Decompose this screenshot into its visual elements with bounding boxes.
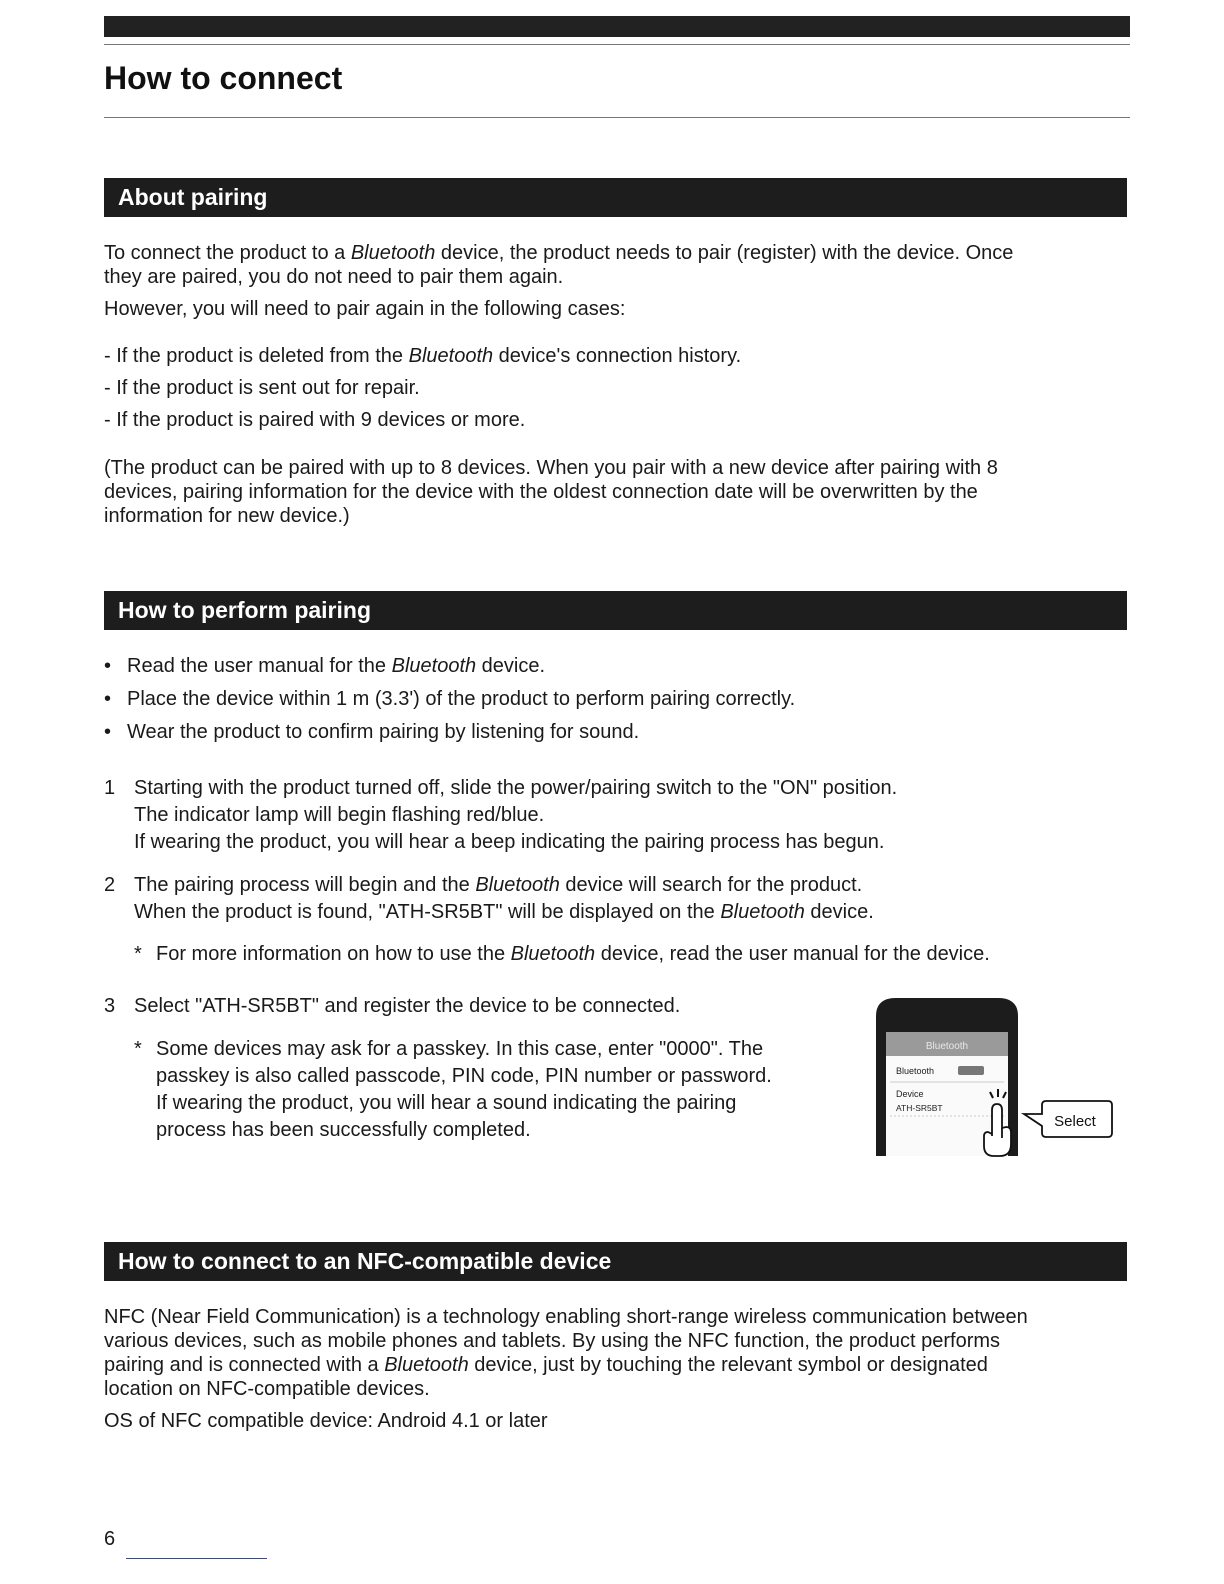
page-number-rule [126, 1558, 267, 1559]
page-number: 6 [104, 1528, 116, 1550]
list-item: - If the product is deleted from the Bluetooth device's connection history. [104, 345, 742, 367]
section-heading-perform-pairing: How to perform pairing [104, 591, 1127, 630]
pairing-limit-note-line-2: devices, pairing information for the device with the oldest connection date will be overwritten by the [104, 481, 978, 503]
nfc-paragraph-line-2: various devices, such as mobile phones and tablets. By using the NFC function, the product performs [104, 1330, 1001, 1352]
phone-pairing-illustration [872, 996, 1117, 1160]
step-3-line: Select "ATH-SR5BT" and register the device to be connected. [134, 995, 681, 1017]
step-3-note-line: Some devices may ask for a passkey. In this case, enter "0000". The [156, 1038, 764, 1060]
header-bar [104, 16, 1130, 37]
pairing-limit-note-line-1: (The product can be paired with up to 8 devices. When you pair with a new device after pairing with 8 [104, 457, 998, 479]
toggle-icon [958, 1066, 984, 1075]
select-callout-label: Select [1054, 1113, 1096, 1130]
repair-cases-list [104, 344, 741, 440]
about-pairing-however: However, you will need to pair again in the following cases: [104, 298, 626, 320]
section-heading-about-pairing: About pairing [104, 178, 1127, 217]
pairing-limit-note-line-3: information for new device.) [104, 505, 350, 527]
list-item: - If the product is paired with 9 devices or more. [104, 409, 526, 431]
step-2-line-2: When the product is found, "ATH-SR5BT" will be displayed on the Bluetooth device. [134, 901, 874, 923]
step-number: 2 [104, 874, 116, 896]
step-number: 1 [104, 777, 116, 799]
asterisk: * [134, 943, 142, 965]
list-item: • Place the device within 1 m (3.3') of the product to perform pairing correctly. [104, 688, 796, 710]
screen-header-text: Bluetooth [925, 1041, 969, 1052]
step-1-line-2: The indicator lamp will begin flashing red/blue. [134, 804, 545, 826]
step-1-line-3: If wearing the product, you will hear a beep indicating the pairing process has begun. [134, 831, 885, 853]
step-3-note-line: process has been successfully completed. [156, 1119, 531, 1141]
list-item: - If the product is sent out for repair. [104, 377, 420, 399]
step-3-note-line: passkey is also called passcode, PIN code, PIN number or password. [156, 1065, 772, 1087]
section-heading-nfc: How to connect to an NFC-compatible device [104, 1242, 1127, 1281]
screen-row-bluetooth: Bluetooth [896, 1066, 935, 1076]
list-item: • Wear the product to confirm pairing by listening for sound. [104, 721, 640, 743]
title-rule [104, 117, 1130, 118]
about-pairing-intro-line-2: they are paired, you do not need to pair them again. [104, 266, 564, 288]
step-3-note-line: If wearing the product, you will hear a sound indicating the pairing [156, 1092, 737, 1114]
nfc-paragraph-line-1: NFC (Near Field Communication) is a technology enabling short-range wireless communication between [104, 1306, 1028, 1328]
screen-row-device: Device [896, 1089, 924, 1099]
step-number: 3 [104, 995, 116, 1017]
step-1-line-1: Starting with the product turned off, slide the power/pairing switch to the "ON" position. [134, 777, 898, 799]
nfc-paragraph-line-3: pairing and is connected with a Bluetooth device, just by touching the relevant symbol or designated [104, 1354, 988, 1376]
bullet-icon: • [104, 721, 112, 743]
pairing-tips-list [104, 654, 795, 753]
nfc-paragraph-line-4: location on NFC-compatible devices. [104, 1378, 430, 1400]
nfc-os-requirement: OS of NFC compatible device: Android 4.1 or later [104, 1410, 548, 1432]
step-2-line-1: The pairing process will begin and the Bluetooth device will search for the product. [134, 874, 863, 896]
screen-row-device-name: ATH-SR5BT [896, 1103, 943, 1113]
bullet-icon: • [104, 688, 112, 710]
page-title: How to connect [104, 60, 343, 96]
bullet-icon: • [104, 655, 112, 677]
header-rule [104, 44, 1130, 45]
list-item: • Read the user manual for the Bluetooth device. [104, 655, 546, 677]
asterisk: * [134, 1038, 142, 1060]
about-pairing-intro-line-1: To connect the product to a Bluetooth device, the product needs to pair (register) with the device. Once [104, 242, 1014, 264]
